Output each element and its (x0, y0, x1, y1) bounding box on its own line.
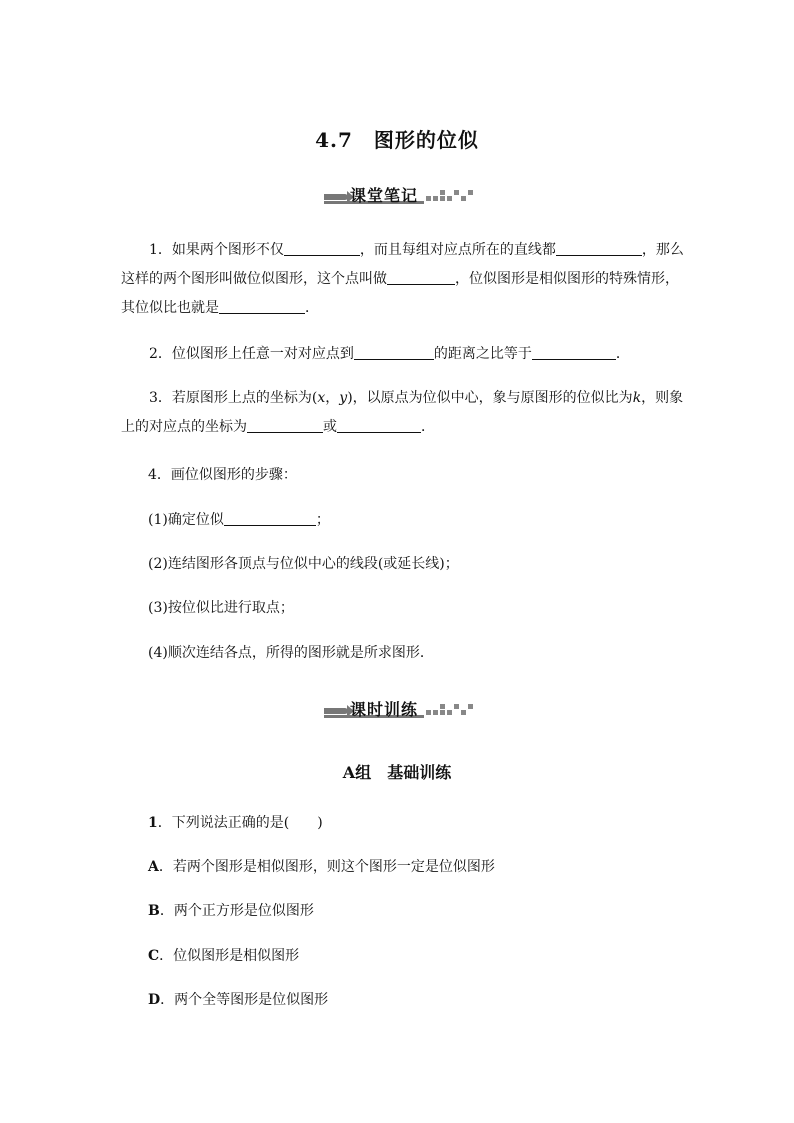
note-3 (121, 384, 687, 442)
note-text: 若原图形上点的坐标为( (171, 390, 318, 406)
var-x: x (317, 390, 326, 406)
step-text: (1)确定位似 (148, 512, 224, 528)
option-text: ．位似图形是相似图形 (159, 948, 300, 964)
question-1 (148, 813, 323, 833)
note-text: 如果两个图形不仅 (171, 242, 284, 258)
step-1 (148, 509, 330, 530)
option-d[interactable] (148, 990, 328, 1010)
option-letter: C (148, 948, 160, 964)
step-2: (2)连结图形各顶点与位似中心的线段(或延长线)； (148, 556, 459, 572)
arrow-icon (324, 194, 348, 200)
group-title: A组 基础训练 (342, 763, 452, 782)
note-text: ，则象上的对应点的坐标为 (121, 390, 684, 435)
step-4: (4)顺次连结各点，所得的图形就是所求图形． (148, 645, 434, 661)
note-1 (121, 236, 687, 323)
option-c[interactable] (148, 946, 299, 966)
note-text: ． (305, 300, 319, 316)
fill-blank[interactable] (387, 268, 455, 285)
option-letter: A (148, 859, 159, 875)
option-text: ．两个正方形是位似图形 (159, 903, 314, 919)
note-number: 1． (149, 242, 172, 258)
note-text: ，位似图形是相似图形的特殊情形，其位似比也就是 (121, 271, 679, 316)
option-letter: D (148, 992, 161, 1008)
note-text: 或 (323, 419, 337, 435)
fill-blank[interactable] (224, 509, 316, 526)
fill-blank[interactable] (354, 343, 434, 360)
arrow-icon (324, 708, 348, 714)
step-text: ； (315, 512, 330, 528)
option-text: ．若两个图形是相似图形，则这个图形一定是位似图形 (158, 859, 495, 875)
note-text: ． (615, 346, 630, 362)
note-text: )，以原点为位似中心，象与原图形的位似比为 (347, 390, 633, 406)
fill-blank[interactable] (337, 416, 421, 433)
option-b[interactable] (148, 901, 314, 921)
banner-label: 课堂笔记 (350, 186, 419, 205)
note-number: 2． (149, 346, 172, 362)
note-text: 位似图形上任意一对对应点到 (171, 346, 354, 362)
step-3: (3)按位似比进行取点； (148, 600, 294, 616)
option-letter: B (148, 903, 160, 919)
section-banner-training (324, 696, 474, 720)
dots-decoration-icon (424, 704, 474, 720)
question-number: 1 (148, 815, 158, 831)
fill-blank[interactable] (556, 239, 642, 256)
fill-blank[interactable] (284, 239, 360, 256)
note-4: 4．画位似图形的步骤： (148, 467, 297, 483)
page-title: 4.7 图形的位似 (315, 128, 479, 152)
question-text: ．下列说法正确的是( ) (157, 815, 323, 831)
note-text: 的距离之比等于 (433, 346, 532, 362)
note-text: ，而且每组对应点所在的直线都 (359, 242, 556, 258)
option-a[interactable] (148, 857, 495, 877)
var-y: y (339, 390, 348, 406)
section-banner-notes (324, 182, 474, 206)
option-text: ．两个全等图形是位似图形 (160, 992, 329, 1008)
banner-label: 课时训练 (350, 700, 419, 719)
fill-blank[interactable] (532, 343, 616, 360)
note-2 (121, 340, 687, 369)
dots-decoration-icon (424, 190, 474, 206)
fill-blank[interactable] (247, 416, 323, 433)
var-k: k (632, 390, 642, 406)
fill-blank[interactable] (219, 297, 305, 314)
note-text: ． (421, 419, 435, 435)
note-number: 3． (149, 390, 172, 406)
note-text: ， (325, 390, 340, 406)
note-text: ，那么这样的两个图形叫做位似图形，这个点叫做 (121, 242, 684, 287)
